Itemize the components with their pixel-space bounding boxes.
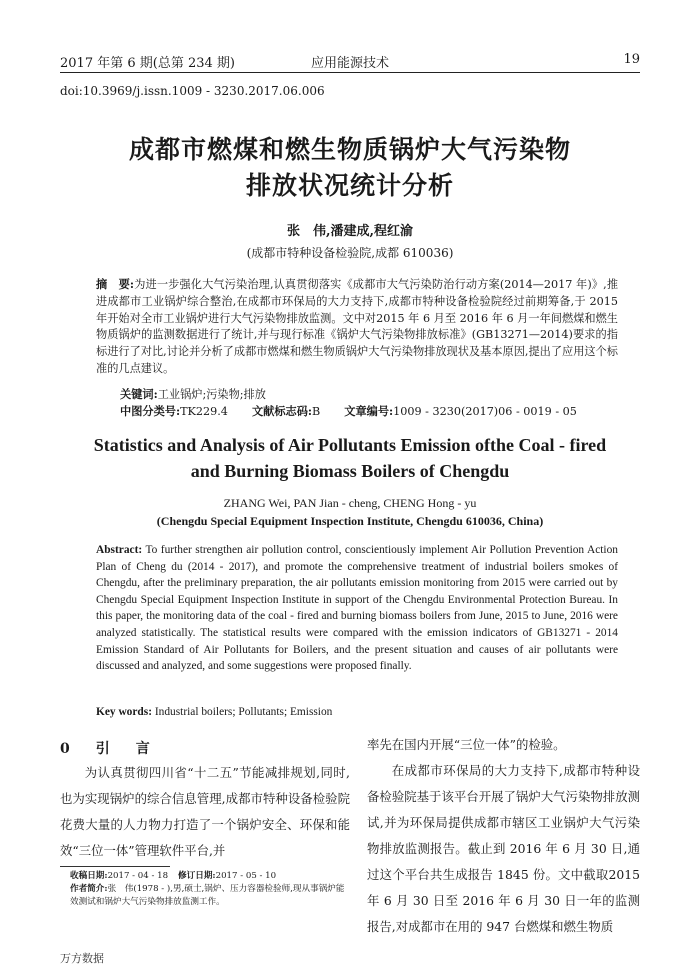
section-title: 引 言 [95, 741, 156, 757]
received-date: 2017 - 04 - 18 [107, 871, 169, 881]
keywords-en-text: Industrial boilers; Pollutants; Emission [154, 706, 333, 718]
footnote-rule [60, 866, 170, 867]
abstract-en-text: To further strengthen air pollution control, conscientiously implement Air Pollution Prevention Action Plan of Cheng du (2014 - 2017), and promote the comprehensive treatment of industrial boilers smokes of Chengdu, after the preliminary preparation, the air pollutants emission monitoring from 2015 were carried out by Chengdu Special Equipment Inspection Institute in support of the Chengdu Environmental Protection Bureau. In this paper, the monitoring data of the coal - fired and burning biomass boilers from June, 2015 to June, 2016 were analyzed statistically. The statistical results were compared with the emission indicators of GB13271 - 2014 Emission Standard of Air Pollutants for Boilers, and the present situation and causes of air pollutants were discussed and analyzed, and some suggestions were proposed finally. [96, 544, 618, 673]
abstract-en [96, 542, 618, 675]
title-cn-line2: 排放状况统计分析 [245, 171, 454, 200]
clc-label: 中图分类号: [120, 404, 181, 418]
keywords-en [96, 706, 332, 718]
received-label: 收稿日期: [70, 871, 108, 881]
title-en-line2: and Burning Biomass Boilers of Chengdu [190, 461, 510, 481]
keywords-en-label: Key words: [96, 706, 152, 718]
author-bio-label: 作者简介: [70, 884, 108, 894]
journal-name: 应用能源技术 [310, 56, 389, 71]
footnote-dates [70, 870, 350, 883]
abstract-cn-label: 摘 要: [96, 277, 135, 291]
doi: doi:10.3969/j.issn.1009 - 3230.2017.06.006 [60, 84, 325, 98]
title-cn-line1: 成都市燃煤和燃生物质锅炉大气污染物 [128, 135, 571, 164]
classification-cn [120, 403, 577, 419]
issue-info: 2017 年第 6 期(总第 234 期) [60, 56, 235, 71]
affiliation-cn: (成都市特种设备检验院,成都 610036) [246, 246, 454, 260]
author-bio-text: 张 伟(1978 - ),男,硕士,锅炉、压力容器检验师,现从事锅炉能效测试和锅炉大气污染物排放监测工作。 [70, 884, 345, 907]
footnote-author [70, 883, 350, 909]
body-right-column [367, 732, 640, 940]
header-rule [60, 72, 640, 73]
doc-code-value: B [312, 405, 321, 418]
authors-cn: 张 伟,潘建成,程红渝 [286, 224, 414, 239]
clc-value: TK229.4 [180, 405, 228, 418]
body-paragraph: 为认真贯彻四川省“十二五”节能减排规划,同时,也为实现锅炉的综合信息管理,成都市特种设备检验院花费大量的人力物力打造了一个锅炉安全、环保和能效“三位一体”管理软件平台,并 [60, 765, 350, 858]
body-paragraph-continued: 率先在国内开展“三位一体”的检验。 [367, 737, 566, 752]
keywords-cn [120, 386, 266, 402]
keywords-cn-text: 工业锅炉;污染物;排放 [157, 388, 266, 401]
title-en-line1: Statistics and Analysis of Air Pollutants Emission ofthe Coal - fired [93, 435, 607, 455]
article-no-value: 1009 - 3230(2017)06 - 0019 - 05 [393, 405, 577, 418]
affiliation-en: (Chengdu Special Equipment Inspection Institute, Chengdu 610036, China) [156, 514, 544, 528]
keywords-cn-label: 关键词: [120, 387, 158, 401]
body-left-column [60, 760, 350, 864]
doc-code-label: 文献标志码: [251, 404, 313, 418]
authors-en: ZHANG Wei, PAN Jian - cheng, CHENG Hong - yu [223, 496, 477, 510]
abstract-cn [96, 276, 618, 378]
footnote [70, 870, 350, 909]
article-no-label: 文章编号: [344, 404, 394, 418]
section-heading [60, 738, 156, 758]
running-header [60, 50, 640, 70]
title-cn [60, 132, 640, 204]
body-paragraph: 在成都市环保局的大力支持下,成都市特种设备检验院基于该平台开展了锅炉大气污染物排放测试,并为环保局提供成都市辖区工业锅炉大气污染物排放监测报告。截止到 2016 年 6 月 30 日,通过这个平台共生成报告 1845 份。文中截取2015 年 6 月 30 日至 2016 年 6 月 30 日一年的监测报告,对成都市在用的 947 台燃煤和燃生物质 [367, 763, 640, 934]
section-number: 0 [60, 741, 76, 757]
revised-date: 2017 - 05 - 10 [215, 871, 277, 881]
watermark-text: 万方数据 [60, 952, 104, 965]
revised-label: 修订日期: [178, 871, 216, 881]
abstract-en-label: Abstract: [96, 544, 143, 556]
title-en [60, 432, 640, 484]
abstract-cn-text: 为进一步强化大气污染治理,认真贯彻落实《成都市大气污染防治行动方案(2014—2017 年)》,推进成都市工业锅炉综合整治,在成都市环保局的大力支持下,成都市特种设备检验院经过前期筹备,于 2015 年开始对全市工业锅炉进行大气污染物排放监测。文中对2015 年 6 月至 2016 年 6 月一年间燃煤和燃生物质锅炉的监测数据进行了统计,并与现行标准《锅炉大气污染物排放标准》(GB13271—2014)要求的指标进行了对比,讨论并分析了成都市燃煤和燃生物质锅炉大气污染物排放现状及基本原因,提出了应用这个标准的几点建议。 [96, 278, 619, 375]
page-number: 19 [623, 52, 640, 67]
